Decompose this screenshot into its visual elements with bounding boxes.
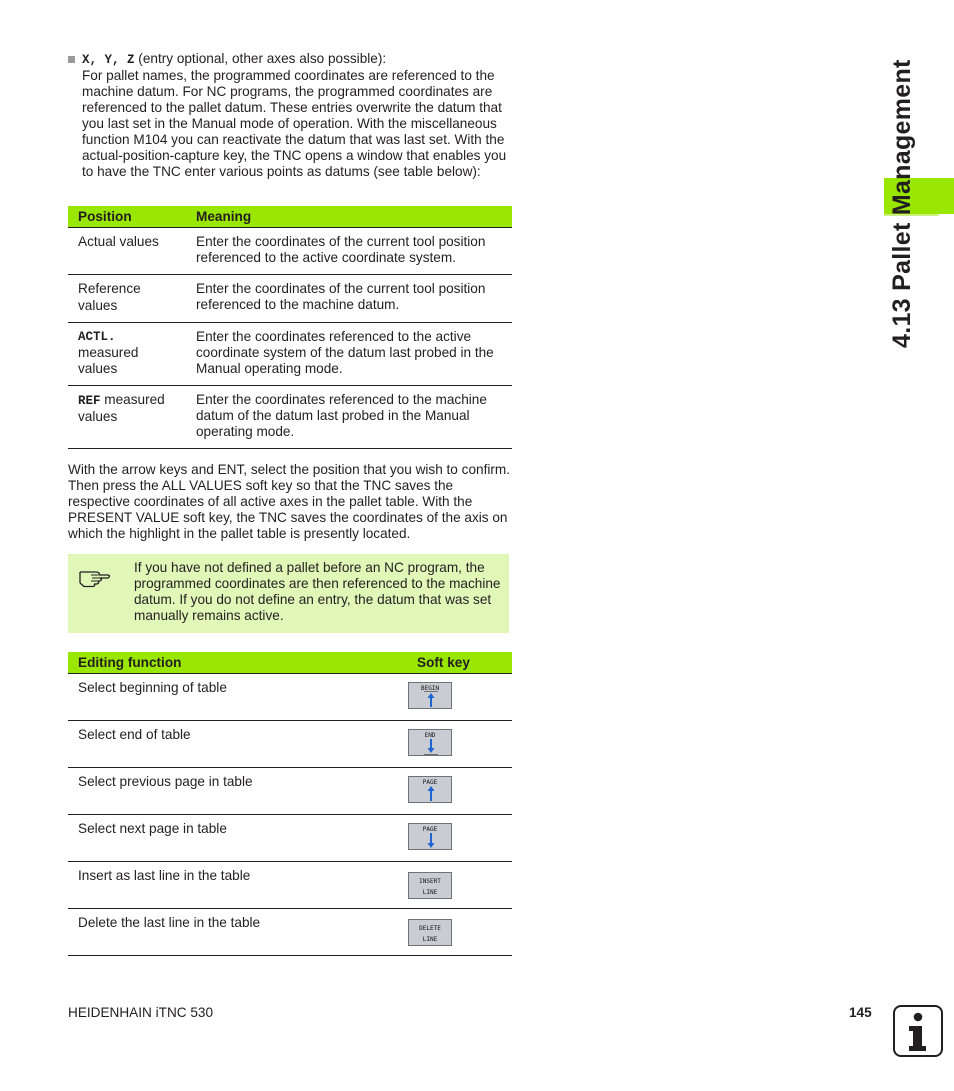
function-cell: Select beginning of table [68, 674, 407, 721]
softkey-cell [407, 674, 512, 721]
editing-function-table [68, 652, 512, 956]
arrow-down-icon [409, 730, 453, 757]
header-editing-function: Editing function [68, 652, 407, 674]
softkey-cell [407, 862, 512, 909]
table-row [68, 815, 512, 862]
function-cell: Delete the last line in the table [68, 909, 407, 956]
header-soft-key: Soft key [407, 652, 512, 674]
axes-code: X, Y, Z [82, 53, 135, 67]
softkey-page-up[interactable] [408, 776, 452, 803]
footer-product: HEIDENHAIN iTNC 530 [68, 1005, 214, 1020]
arrow-up-icon [409, 683, 453, 710]
arrow-down-icon [409, 824, 453, 851]
softkey-label: END [424, 732, 436, 739]
position-table-header [68, 206, 512, 228]
table-row [68, 674, 512, 721]
arrow-up-icon [409, 777, 453, 804]
editing-table-header [68, 652, 512, 674]
meaning-cell: Enter the coordinates referenced to the machine datum of the datum last probed in the Manual operating mode. [186, 386, 512, 449]
softkey-cell [407, 768, 512, 815]
note-box [68, 554, 509, 633]
softkey-delete-line[interactable] [408, 919, 452, 946]
table-row [68, 275, 512, 323]
softkey-page-down[interactable] [408, 823, 452, 850]
position-label: Actual values [78, 234, 159, 249]
softkey-cell [407, 721, 512, 768]
softkey-insert-line[interactable] [408, 872, 452, 899]
softkey-label: PAGE [422, 826, 438, 833]
position-label: measured values [78, 392, 165, 424]
softkey-label: BEGIN [420, 685, 440, 692]
function-cell: Insert as last line in the table [68, 862, 407, 909]
table-row [68, 909, 512, 956]
meaning-cell: Enter the coordinates of the current tool position referenced to the active coordinate system. [186, 228, 512, 275]
position-code: REF [78, 394, 101, 408]
softkey-label: INSERT [419, 878, 441, 885]
meaning-cell: Enter the coordinates referenced to the active coordinate system of the datum last probed in the Manual operating mode. [186, 323, 512, 386]
function-cell: Select previous page in table [68, 768, 407, 815]
softkey-label: DELETE [419, 925, 441, 932]
table-row [68, 768, 512, 815]
bullet-square-icon [68, 56, 75, 63]
table-row [68, 386, 512, 449]
table-row [68, 862, 512, 909]
page-number: 145 [849, 1005, 872, 1020]
table-row [68, 323, 512, 386]
chapter-title: 4.13 Pallet Management [888, 59, 916, 348]
position-table [68, 206, 512, 449]
note-text: If you have not defined a pallet before an NC program, the programmed coordinates are then referenced to the machine datum. If you do not define an entry, the datum that was set manually remains active. [134, 560, 501, 623]
header-position: Position [68, 206, 186, 228]
position-cell [68, 275, 186, 323]
function-cell: Select next page in table [68, 815, 407, 862]
position-cell [68, 386, 186, 449]
header-meaning: Meaning [186, 206, 512, 228]
table-row [68, 228, 512, 275]
position-label: Reference values [78, 281, 141, 313]
intro-body: For pallet names, the programmed coordinates are referenced to the machine datum. For NC programs, the programmed coordinates are referenced to the pallet datum. These entries overwrite the datum that you last set in the Manual mode of operation. With the miscellaneous function M104 you can reactivate the datum that was last set. With the actual-position-capture key, the TNC opens a window that enables you to have the TNC enter various points as datums (see table below): [82, 68, 507, 179]
instruction-paragraph: With the arrow keys and ENT, select the position that you wish to confirm. Then press the ALL VALUES soft key so that the TNC saves the respective coordinates of all active axes in the pallet table. With the PRESENT VALUE soft key, the TNC saves the coordinates of the axis on which the highlight in the pallet table is presently located. [68, 462, 510, 541]
position-code: ACTL. [78, 330, 116, 344]
softkey-begin[interactable] [408, 682, 452, 709]
position-cell [68, 323, 186, 386]
intro-heading-rest: (entry optional, other axes also possible): [134, 51, 387, 66]
softkey-cell [407, 815, 512, 862]
softkey-end[interactable] [408, 729, 452, 756]
table-row [68, 721, 512, 768]
meaning-cell: Enter the coordinates of the current tool position referenced to the machine datum. [186, 275, 512, 323]
position-cell [68, 228, 186, 275]
info-icon [893, 1005, 943, 1060]
softkey-label: LINE [422, 936, 438, 943]
position-label: measured values [78, 345, 139, 376]
function-cell: Select end of table [68, 721, 407, 768]
intro-heading [68, 51, 513, 68]
softkey-label: PAGE [422, 779, 438, 786]
softkey-label: LINE [422, 889, 438, 896]
intro-bullet [68, 51, 513, 180]
pointing-hand-icon [78, 564, 112, 591]
softkey-cell [407, 909, 512, 956]
